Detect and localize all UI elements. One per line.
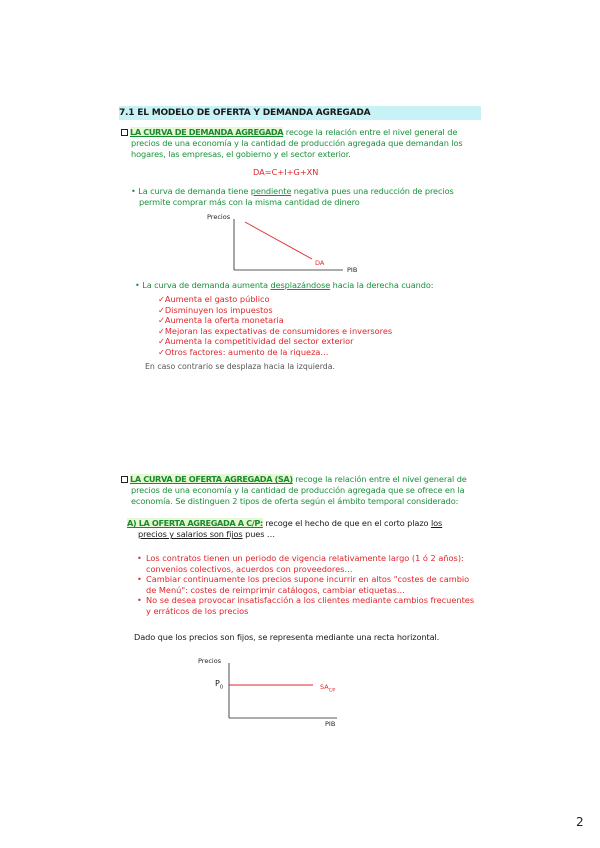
demand-def-line1: recoge la relación entre el nivel general de: [285, 127, 458, 137]
bullet-dot-icon: •: [137, 595, 142, 606]
bullet-dot-icon: •: [131, 186, 136, 196]
list-item: ✓Aumenta la competitividad del sector exterior: [158, 336, 354, 347]
bullet-dot-icon: •: [135, 280, 140, 290]
supply-def-line3: economía. Se distinguen 2 tipos de oferta según el ámbito temporal considerado:: [131, 496, 459, 507]
supply-term: LA CURVA DE OFERTA AGREGADA (SA): [130, 474, 293, 484]
supply-def-line2: precios de una economía y la cantidad de producción agregada que se ofrece en la: [131, 485, 465, 496]
supply-cp-ul2: precios y salarios son fijos: [138, 529, 243, 540]
demand-formula: DA=C+I+G+XN: [253, 167, 319, 177]
list-item: ✓Mejoran las expectativas de consumidores e inversores: [158, 325, 393, 336]
supply-price-label: $P_0$: [215, 679, 224, 691]
bullet2-pre: La curva de demanda aumenta: [142, 280, 271, 290]
supply-def-line1: recoge la relación entre el nivel general de: [295, 474, 467, 484]
bullet1-underlined: pendiente: [250, 186, 292, 196]
bullet-dot-icon: •: [137, 553, 142, 563]
bullet1-line2: permite comprar más con la misma cantidad de dinero: [139, 197, 360, 208]
bullet2-post: hacia la derecha cuando:: [330, 280, 434, 290]
list-item: • Los contratos tienen un periodo de vigencia relativamente largo (1 ó 2 años): convenios colectivos, acuerdos con proveedores…: [137, 553, 464, 574]
list-item: ✓Otros factores: aumento de la riqueza…: [158, 346, 329, 357]
bullet2-underlined: desplazándose: [270, 280, 331, 290]
page-number: 2: [576, 815, 584, 829]
demand-def-line3: hogares, las empresas, el gobierno y el sector exterior.: [131, 149, 351, 160]
demand-graph-y-label: Precios: [207, 213, 231, 221]
list-item: • No se desea provocar insatisfacción a los clientes mediante cambios frecuentes y erráticos de los precios: [137, 595, 475, 616]
demand-curve-label: DA: [315, 259, 325, 267]
supply-cp-end: pues …: [242, 529, 275, 540]
demand-term: LA CURVA DE DEMANDA AGREGADA: [130, 127, 284, 137]
supply-cp-term: A) LA OFERTA AGREGADA A C/P:: [127, 518, 263, 528]
bullet-dot-icon: •: [137, 574, 142, 585]
supply-cp-ul1: los: [430, 518, 443, 528]
demand-graph-x-label: PIB: [347, 266, 358, 274]
list-item: ✓Aumenta la oferta monetaria: [158, 315, 284, 326]
supply-graph-x-label: PIB: [325, 720, 336, 728]
demand-def-line2: precios de una economía y la cantidad de producción agregada que demandan los: [131, 138, 463, 149]
list-item: ✓Disminuyen los impuestos: [158, 304, 273, 315]
supply-conclusion: Dado que los precios son fijos, se representa mediante una recta horizontal.: [134, 632, 440, 642]
supply-curve-label: $SA_{C/P}$: [320, 683, 336, 693]
bullet1-post: negativa pues una reducción de precios: [291, 186, 454, 196]
section-title: 7.1 EL MODELO DE OFERTA Y DEMANDA AGREGADA: [119, 106, 481, 120]
demand-note: En caso contrario se desplaza hacia la izquierda.: [145, 362, 336, 371]
list-item: • Cambiar continuamente los precios supone incurrir en altos "costes de cambio de Menú": costes de reimprimir catálogos, cambiar etiquetas…: [137, 574, 470, 595]
supply-graph-y-label: Precios: [198, 657, 222, 665]
supply-cp-text: recoge el hecho de que en el corto plazo: [262, 518, 431, 528]
bullet1-pre: La curva de demanda tiene: [138, 186, 251, 196]
list-item: ✓Aumenta el gasto público: [158, 294, 270, 304]
